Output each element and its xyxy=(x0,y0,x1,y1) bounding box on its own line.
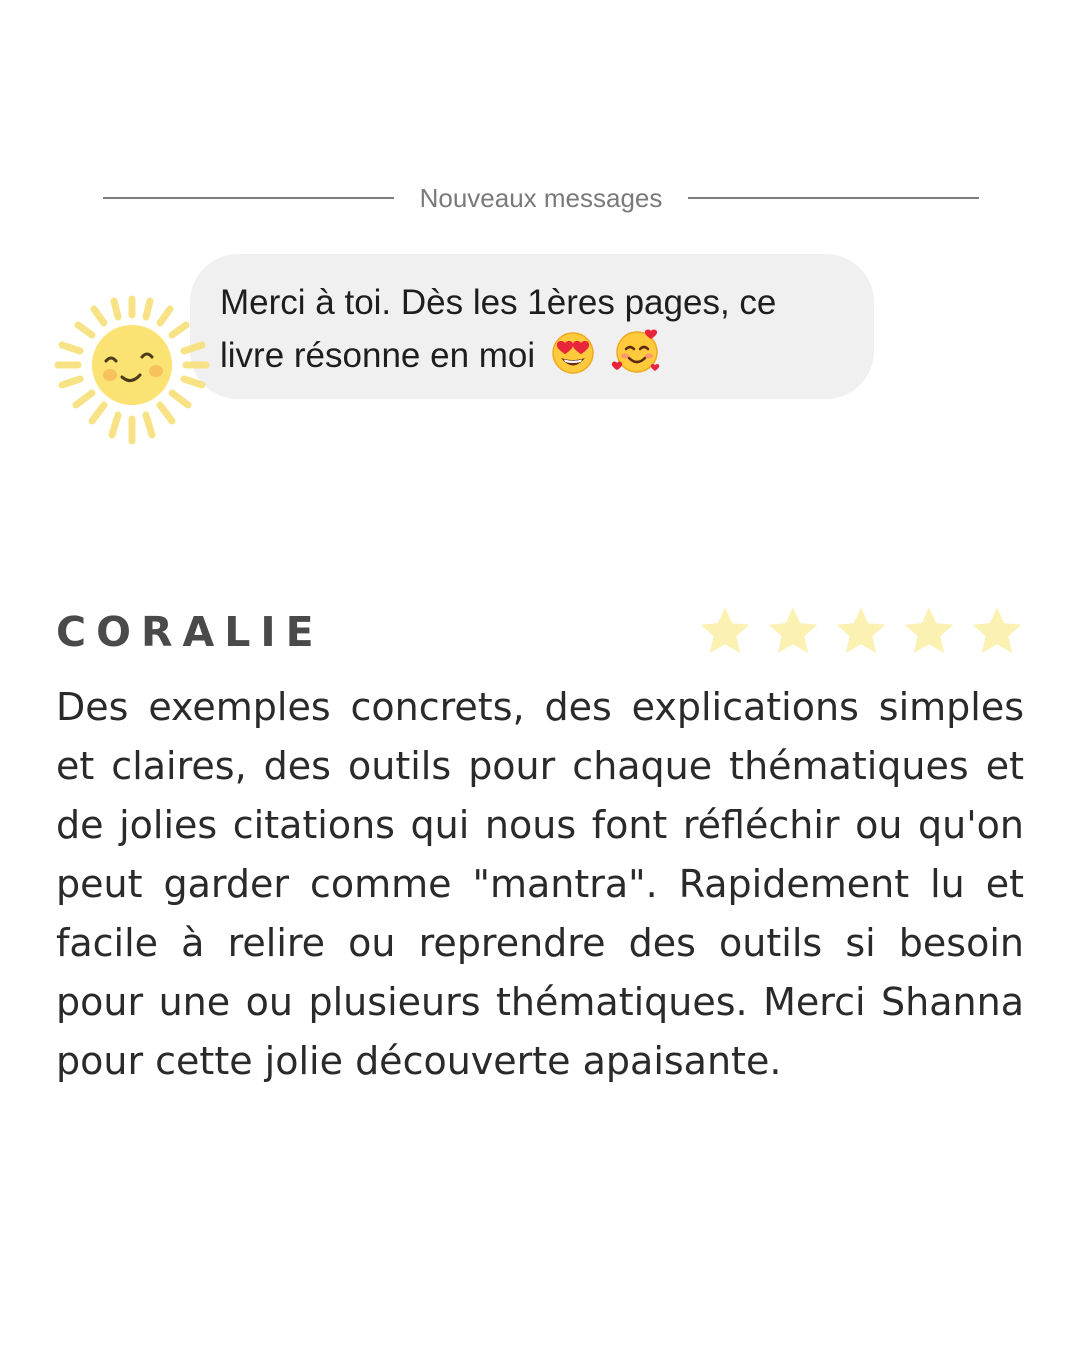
new-messages-divider xyxy=(103,178,979,218)
new-messages-label: Nouveaux messages xyxy=(419,182,663,213)
reviewer-name: CORALIE xyxy=(56,608,324,656)
message-line-1: Merci à toi. Dès les 1ères pages, ce xyxy=(220,283,777,322)
divider-line-left xyxy=(103,197,394,199)
review-text: Des exemples concrets, des explications simples et claires, des outils pour chaque thématiques et de jolies citations qui nous font réfléchir ou qu'on peut garder comme "mantra". Rapidement lu et facile à relire ou reprendre des outils si besoin pour une ou plusieurs thématiques. Merci Shanna pour cette jolie découverte apaisante. xyxy=(56,685,1024,1083)
star-icon xyxy=(696,604,754,660)
star-icon xyxy=(764,604,822,660)
heart-eyes-emoji-icon xyxy=(551,331,595,375)
message-line-2: livre résonne en moi xyxy=(220,336,536,375)
divider-line-right xyxy=(688,197,979,199)
star-rating xyxy=(696,604,1026,660)
star-icon xyxy=(832,604,890,660)
star-icon xyxy=(900,604,958,660)
message-bubble xyxy=(190,254,874,399)
star-icon xyxy=(968,604,1026,660)
message-text xyxy=(220,278,844,380)
smiling-face-with-hearts-emoji-icon xyxy=(611,327,663,375)
smiling-sun-icon xyxy=(52,293,212,448)
